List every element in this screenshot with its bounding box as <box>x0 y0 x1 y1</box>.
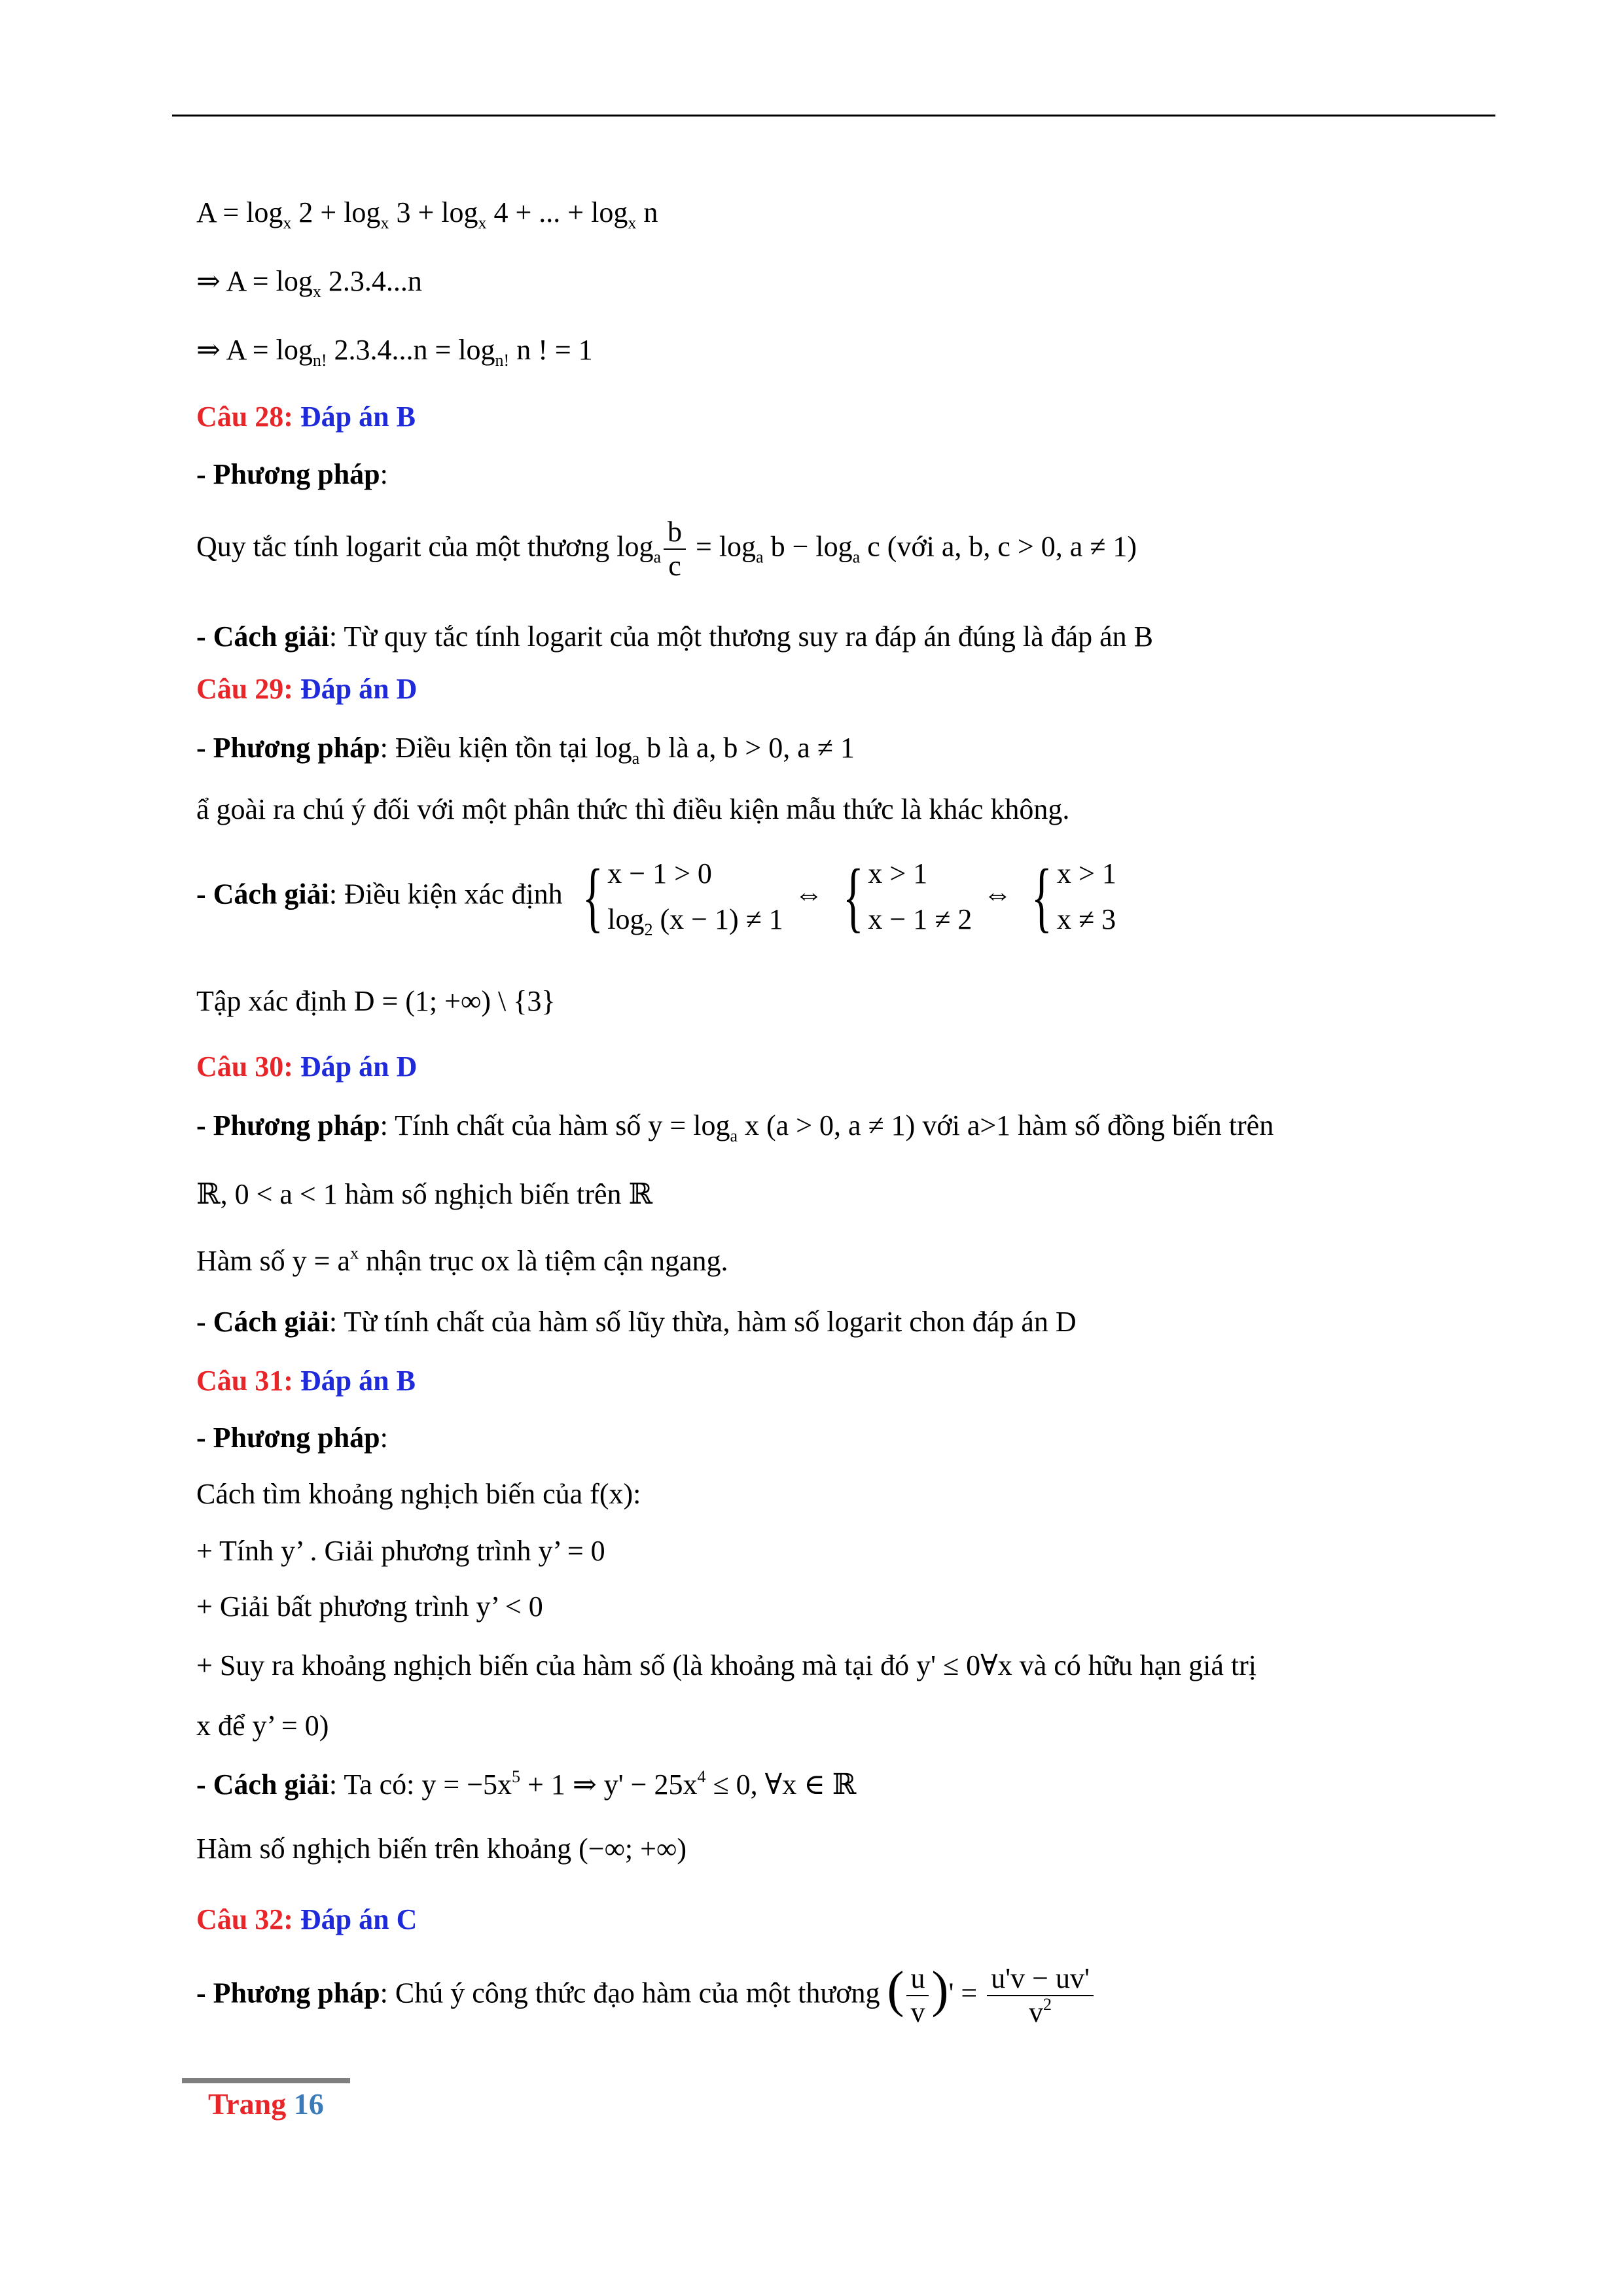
q32-method: - Phương pháp: Chú ý công thức đạo hàm của một thương ( $\frac{u}{v}$ )' = $\frac{u'v - uv'}{v^2}$ <box>196 1964 1096 2028</box>
formula-line-3: ⇒ $A = \log_{n!} 2.3.4...n = \log_{n!} n$ ! = 1 <box>196 334 593 370</box>
q29-note: ẩ goài ra chú ý đối với một phân thức thì điều kiện mẫu thức là khác không. <box>196 793 1070 825</box>
fraction-derivative: $\frac{u'v - uv'}{v^2}$ <box>987 1964 1094 2028</box>
system-1: { x − 1 > 0 $\log_2 (x - 1) \ne 1$ <box>582 853 783 941</box>
question-31-heading: Câu 31: Đáp án B <box>196 1365 416 1397</box>
formula-line-1: $A = \log_x 2 + \log_x 3 + \log_x 4$ + ... + $\log_x n$ <box>196 196 658 232</box>
footer-bar <box>182 2078 350 2083</box>
header-rule <box>172 115 1495 117</box>
question-32-heading: Câu 32: Đáp án C <box>196 1903 418 1935</box>
system-3: { x > 1 x ≠ 3 <box>1031 853 1116 941</box>
page-number: Trang 16 <box>208 2087 324 2121</box>
formula-line-2: ⇒ $A = \log_x 2.3.4...n$ <box>196 265 422 301</box>
question-29-heading: Câu 29: Đáp án D <box>196 673 418 705</box>
q30-line2: ℝ, 0 < a < 1 hàm số nghịch biến trên ℝ <box>196 1178 653 1210</box>
q31-l5: x để y’ = 0) <box>196 1710 329 1742</box>
q31-l3: + Giải bất phương trình y’ < 0 <box>196 1590 543 1623</box>
q30-solution: - Cách giải: Từ tính chất của hàm số lũy thừa, hàm số logarit chon đáp án D <box>196 1306 1077 1338</box>
q31-solution: - Cách giải: Ta có: $y = -5x^5 + 1$ ⇒ $y' - 25x^4 \le 0$, ∀x ∈ ℝ <box>196 1767 857 1801</box>
fraction-u-over-v: $\frac{u}{v}$ <box>906 1964 929 2028</box>
q31-method-label: - Phương pháp: <box>196 1422 388 1454</box>
q29-method: - Phương pháp: Điều kiện tồn tại $\log_a b$ là a, b > 0, a ≠ 1 <box>196 732 855 768</box>
q30-line3: Hàm số $y = a^x$ nhận trục ox là tiệm cận ngang. <box>196 1244 728 1277</box>
q28-solution: - Cách giải: Từ quy tắc tính logarit của một thương suy ra đáp án đúng là đáp án B <box>196 620 1154 653</box>
system-2: { x > 1 x − 1 ≠ 2 <box>842 853 972 941</box>
q31-l4: + Suy ra khoảng nghịch biến của hàm số (là khoảng mà tại đó y' ≤ 0∀x và có hữu hạn giá trị <box>196 1649 1257 1681</box>
q28-rule: Quy tắc tính logarit của một thương $\log_a$ $\frac{b}{c}$ = $\log_a b - \log_a c$ (với a, b, c > 0, a ≠ 1) <box>196 516 1137 583</box>
question-28-heading: Câu 28: Đáp án B <box>196 401 416 433</box>
q29-domain: Tập xác định D = (1; +∞) \ {3} <box>196 985 556 1017</box>
q30-method: - Phương pháp: Tính chất của hàm số $y = \log_a x$ (a > 0, a ≠ 1) với a>1 hàm số đồng biến trên <box>196 1109 1274 1145</box>
q28-method-label: - Phương pháp: <box>196 458 388 490</box>
q31-l1: Cách tìm khoảng nghịch biến của f(x): <box>196 1478 641 1510</box>
fraction-b-over-c: $\frac{b}{c}$ <box>664 517 686 581</box>
q31-l2: + Tính y’ . Giải phương trình y’ = 0 <box>196 1535 605 1567</box>
question-30-heading: Câu 30: Đáp án D <box>196 1050 418 1083</box>
q29-solution: - Cách giải: Điều kiện xác định { x − 1 > 0 $\log_2 (x - 1) \ne 1$ ⇔ { x > 1 x − 1 ≠ 2 ⇔ { x > 1 x ≠ 3 <box>196 851 1120 943</box>
q31-conclusion: Hàm số nghịch biến trên khoảng (−∞; +∞) <box>196 1833 687 1865</box>
